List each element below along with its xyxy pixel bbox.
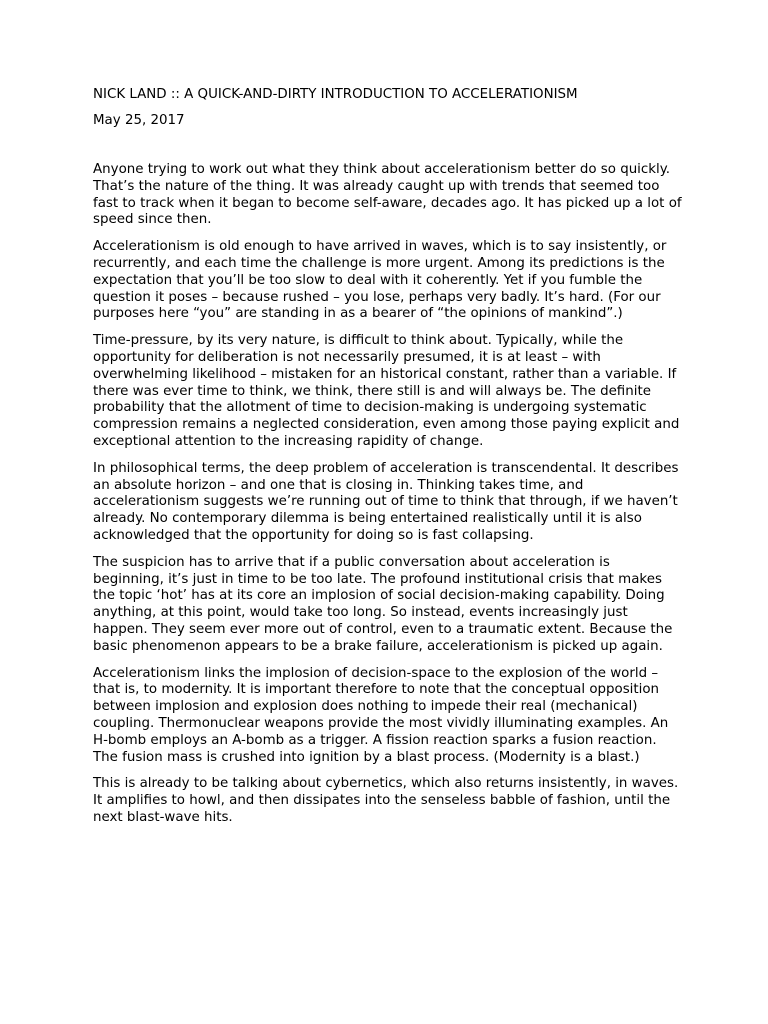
paragraph: Anyone trying to work out what they think about accelerationism better do so quickly. That’s the nature of the thing. It was already caught up with trends that seemed too fast to track when it began to become self-aware, decades ago. It has picked up a lot of speed since then. <box>93 162 682 228</box>
paragraph: Accelerationism links the implosion of decision-space to the explosion of the world – that is, to modernity. It is important therefore to note that the conceptual opposition between implosion and explosion does nothing to impede their real (mechanical) coupling. Thermonuclear weapons provide the most vividly illuminating examples. An H-bomb employs an A-bomb as a trigger. A fission reaction sparks a fusion reaction. The fusion mass is crushed into ignition by a blast process. (Modernity is a blast.) <box>93 665 669 765</box>
paragraph: Accelerationism is old enough to have arrived in waves, which is to say insistently, or recurrently, and each time the challenge is more urgent. Among its predictions is the expectation that you’ll be too slow to deal with it coherently. Yet if you fumble the question it poses – because rushed – you lose, perhaps very badly. It’s hard. (For our purposes here “you” are standing in as a bearer of “the opinions of mankind”.) <box>93 239 667 322</box>
paragraph: Time-pressure, by its very nature, is difficult to think about. Typically, while the opportunity for deliberation is not necessarily presumed, it is at least – with overwhelming likelihood – mistaken for an historical constant, rather than a variable. If there was ever time to think, we think, there still is and will always be. The definite probability that the allotment of time to decision-making is undergoing systematic compression remains a neglected consideration, even among those paying explicit and exceptional attention to the increasing rapidity of change. <box>93 333 680 449</box>
paragraph: In philosophical terms, the deep problem of acceleration is transcendental. It describes an absolute horizon – and one that is closing in. Thinking takes time, and accelerationism suggests we’re running out of time to think that through, if we haven’t already. No contemporary dilemma is being entertained realistically until it is also acknowledged that the opportunity for doing so is fast collapsing. <box>93 460 679 543</box>
document-page <box>93 86 683 837</box>
document-date: May 25, 2017 <box>93 113 185 128</box>
document-body <box>93 162 683 827</box>
paragraph: This is already to be talking about cybernetics, which also returns insistently, in waves. It amplifies to howl, and then dissipates into the senseless babble of fashion, until the next blast-wave hits. <box>93 776 679 825</box>
document-title: NICK LAND :: A QUICK-AND-DIRTY INTRODUCTION TO ACCELERATIONISM <box>93 87 578 102</box>
paragraph: The suspicion has to arrive that if a public conversation about acceleration is beginning, it’s just in time to be too late. The profound institutional crisis that makes the topic ‘hot’ has at its core an implosion of social decision-making capability. Doing anything, at this point, would take too long. So instead, events increasingly just happen. They seem ever more out of control, even to a traumatic extent. Because the basic phenomenon appears to be a brake failure, accelerationism is picked up again. <box>93 554 673 654</box>
